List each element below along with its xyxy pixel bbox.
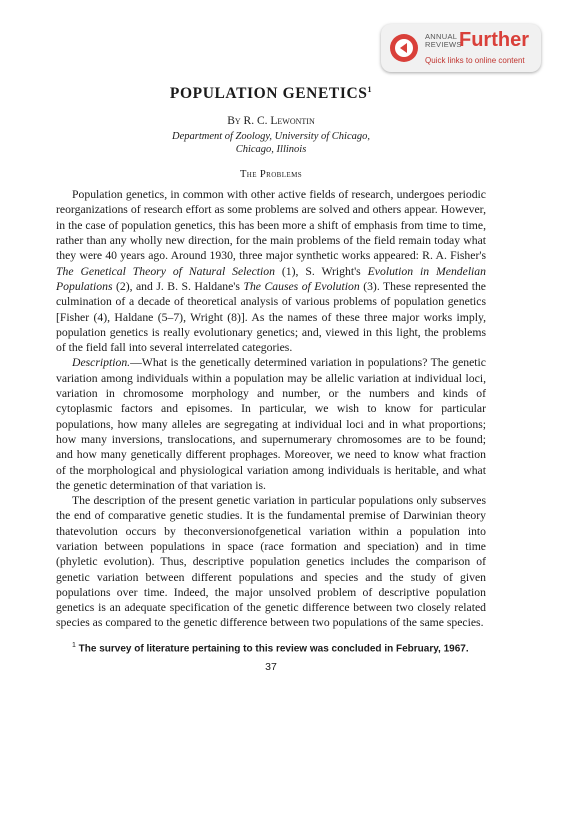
footnote: $^1$ The survey of literature pertaining to this review was concluded in February, 1967. xyxy=(72,641,469,655)
title-footnote-marker[interactable]: 1 xyxy=(367,85,373,94)
banner-tagline: Quick links to online content xyxy=(425,56,525,65)
paragraph-comparative: The description of the present genetic variation in particular populations only subserves the end of comparative genetic studies. It is the fundamental premise of Darwinian theory thatevolution occurs by theconversionofgenetical variation within a population into variation between populations in space (race formation and speciation) and in time (phyletic evolution). Thus, descriptive population genetics includes the comparison of genetic variation between different populations and species and the study of given populations over time. Indeed, the major unsolved problem of descriptive population genetics is an adequate specification of the genetic difference between two closely related species as compared to the genetic difference between two populations of the same species. xyxy=(56,494,486,630)
author-byline: By R. C. Lewontin xyxy=(227,115,315,128)
section-heading: The Problems xyxy=(239,169,303,181)
play-icon xyxy=(389,33,419,63)
paragraph-description: Description.—What is the genetically determined variation in populations? The genetic variation among individuals within a population may be allelic variation at individual loci, variation in chromosome morphology and number, or the numbers and kinds of cytoplasmic factors and episomes. In particular, we wish to know for particular populations, how many alleles are segregating at individual loci and in what proportions; how many inversions, translocations, and supernumerary chromosomes are to be found; and how many genetically different prophages. Moreover, we need to know what fraction of the morphological and physiological variation among individuals is heritable, and what the genetic determination of that variation is. xyxy=(56,356,486,492)
article-title: POPULATION GENETICS$^1$ xyxy=(169,85,373,103)
annual-reviews-label: ANNUAL REVIEWS xyxy=(425,32,462,49)
article-page xyxy=(56,80,486,673)
author-affiliation: Department of Zoology, University of Chicago, Chicago, Illinois xyxy=(171,131,371,156)
further-label: Further xyxy=(459,29,529,51)
paragraph-intro: Population genetics, in common with other active fields of research, undergoes periodic reorganizations of research effort as some problems are solved and others appear. However, in the case of population genetics, this has been more a shift of emphasis from time to time, rather than any wholly new direction, for the main problems of the field remain today what they were 40 years ago. Around 1930, three major synthetic works appeared: R. A. Fisher's The Genetical Theory of Natural Selection (1), S. Wright's Evolution in Mendelian Populations (2), and J. B. S. Haldane's The Causes of Evolution (3). These represented the culmination of a decade of theoretical analysis of various problems of population genetics [Fisher (4), Haldane (5–7), Wright (8)]. As the names of these three major works imply, population genetics is really evolutionary genetics; and, viewed in this light, the problems of the field fall into several interrelated categories. xyxy=(56,188,486,355)
page-number: 37 xyxy=(265,661,277,674)
further-banner[interactable] xyxy=(381,24,541,72)
